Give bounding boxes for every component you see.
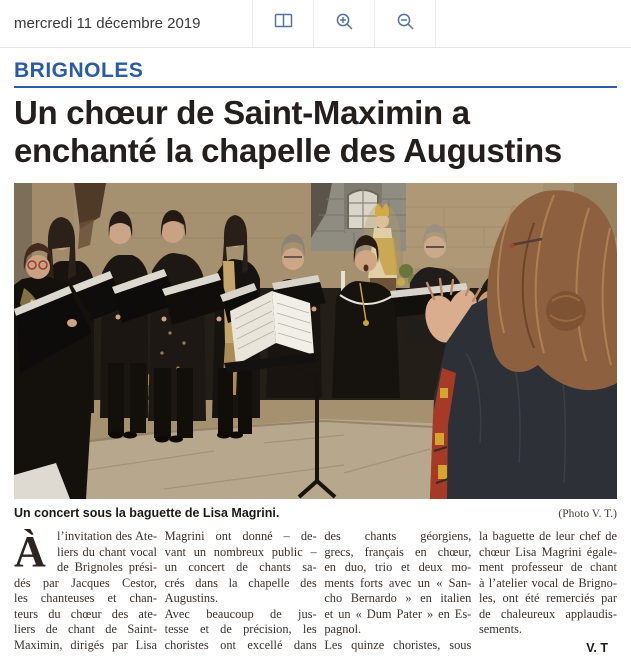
text-line: tesse et de précision, les xyxy=(164,622,317,636)
zoom-out-icon xyxy=(396,12,415,36)
article-headline xyxy=(14,94,617,170)
choir-photo-illustration xyxy=(14,183,617,499)
text-line: Augustins. xyxy=(164,591,219,605)
text-line: ments forts avec un « San- xyxy=(324,575,472,590)
zoom-in-icon xyxy=(335,12,354,36)
text-line: liers de chant de Saint- xyxy=(14,622,157,636)
text-line: ment professeur de chant xyxy=(478,560,617,574)
text-line: sements. xyxy=(478,622,522,636)
text-line: la baguette de leur chef de xyxy=(478,529,617,543)
text-line: en duo, trio et deux mo- xyxy=(324,560,472,574)
text-line: chœur Lisa Magrini égale- xyxy=(478,544,617,559)
text-line: liers du chant vocal xyxy=(57,544,157,559)
text-line: Maximin, dirigés par Lisa xyxy=(14,637,157,652)
article-column-3 xyxy=(324,529,471,656)
text-line: les, ont été remerciés par xyxy=(478,591,617,605)
viewer-toolbar xyxy=(0,0,631,48)
author-signature: V. T xyxy=(586,640,608,655)
date-label: mercredi 11 décembre 2019 xyxy=(14,15,201,32)
text-line: pagnol. xyxy=(324,622,362,636)
photo-credit: (Photo V. T.) xyxy=(558,508,617,520)
two-page-view-icon xyxy=(274,13,293,34)
text-line: choristes ont excellé dans xyxy=(164,637,317,652)
text-line: des chants géorgiens, xyxy=(324,529,472,543)
section-title: BRIGNOLES xyxy=(14,59,144,82)
text-line: vant un nombreux public – xyxy=(164,544,317,559)
text-line: cho Bernardo » en italien xyxy=(324,591,472,605)
text-line: Les quinze choristes, sous xyxy=(324,637,472,652)
article-photo xyxy=(14,183,617,499)
text-line: et un « Dum Pater » en Es- xyxy=(324,606,472,621)
article-column-1 xyxy=(14,529,157,656)
text-line: de chaleureux applaudis- xyxy=(478,606,617,621)
headline-line-2: enchanté la chapelle des Augustins xyxy=(14,132,562,169)
text-line: crés dans la chapelle des xyxy=(164,575,317,590)
text-line: un concert de chants sa- xyxy=(164,560,317,574)
drop-cap: À xyxy=(14,529,46,576)
text-line: à l’atelier vocal de Brigno- xyxy=(478,575,617,590)
text-line: Avec beaucoup de jus- xyxy=(164,606,317,621)
text-line: teurs du chœur des ate- xyxy=(14,606,157,621)
caption-row xyxy=(14,506,617,520)
text-line: grecs, français en chœur, xyxy=(324,544,472,559)
text-line: de Brignoles prési- xyxy=(57,560,157,574)
zoom-out-button[interactable] xyxy=(374,0,436,47)
headline-line-1: Un chœur de Saint-Maximin a xyxy=(14,94,470,131)
text-line: l’invitation des Ate- xyxy=(57,529,157,543)
two-page-view-button[interactable] xyxy=(252,0,313,47)
article-body xyxy=(14,529,617,656)
article-column-2 xyxy=(165,529,317,656)
article-column-4 xyxy=(479,529,617,656)
section-rule xyxy=(14,86,617,88)
text-line: les chanteuses et chan- xyxy=(14,591,157,605)
photo-caption: Un concert sous la baguette de Lisa Magrini. xyxy=(14,506,280,520)
text-line: dés par Jacques Cestor, xyxy=(14,575,157,590)
text-line: Magrini ont donné – de- xyxy=(164,529,317,543)
zoom-in-button[interactable] xyxy=(313,0,374,47)
